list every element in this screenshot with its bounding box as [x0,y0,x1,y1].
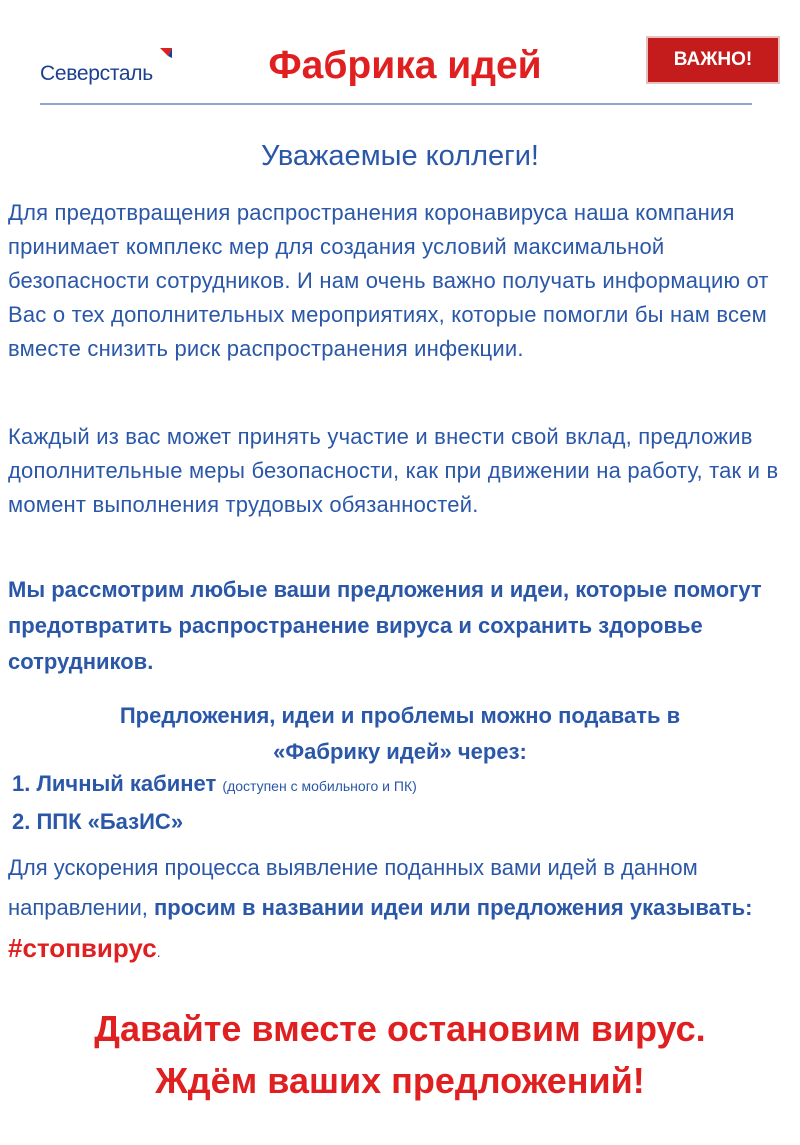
header-divider [40,103,752,105]
list-item [12,804,417,840]
channel-note: (доступен с мобильного и ПК) [222,778,417,794]
severstal-logo [40,46,180,86]
channel-label: 1. Личный кабинет [12,771,217,796]
proposal-paragraph: Мы рассмотрим любые ваши предложения и идеи, которые помогут предотвратить распространение вируса и сохранить здоровье сотрудников. [8,577,762,674]
intro-paragraph: Для предотвращения распространения коронавируса наша компания принимает комплекс мер для создания условий максимальной безопасности сотрудников. И нам очень важно получать информацию от Вас о тех дополнительных мероприятиях, которые помогли бы нам всем вместе снизить риск распространения инфекции. [8,200,769,361]
page-title: Фабрика идей [268,44,542,87]
hashtag-paragraph-text: Для ускорения процесса выявление поданных вами идей в данном направлении, [8,855,698,920]
closing-line2: Ждём ваших предложений! [155,1060,645,1101]
closing-message [0,1003,800,1107]
submit-heading-line2: «Фабрику идей» через: [273,739,527,764]
important-badge: ВАЖНО! [648,38,778,82]
hashtag-paragraph-bold: просим в названии идеи или предложения указывать: [154,895,753,920]
channel-label: 2. ППК «БазИС» [12,809,184,834]
list-item [12,766,417,804]
hashtag-paragraph-end: . [156,944,161,960]
hashtag: #стопвирус [8,933,157,963]
hashtag-paragraph [8,848,794,972]
logo-text: Северсталь [40,62,153,85]
submit-heading-line1: Предложения, идеи и проблемы можно подавать в [119,703,681,728]
submit-heading [0,698,800,770]
closing-line1: Давайте вместе остановим вирус. [94,1008,706,1049]
greeting: Уважаемые коллеги! [261,140,539,172]
submission-channels [12,766,417,840]
participation-paragraph: Каждый из вас может принять участие и внести свой вклад, предложив дополнительные меры безопасности, как при движении на работу, так и в момент выполнения трудовых обязанностей. [8,424,779,517]
logo-mark-icon [156,46,176,66]
